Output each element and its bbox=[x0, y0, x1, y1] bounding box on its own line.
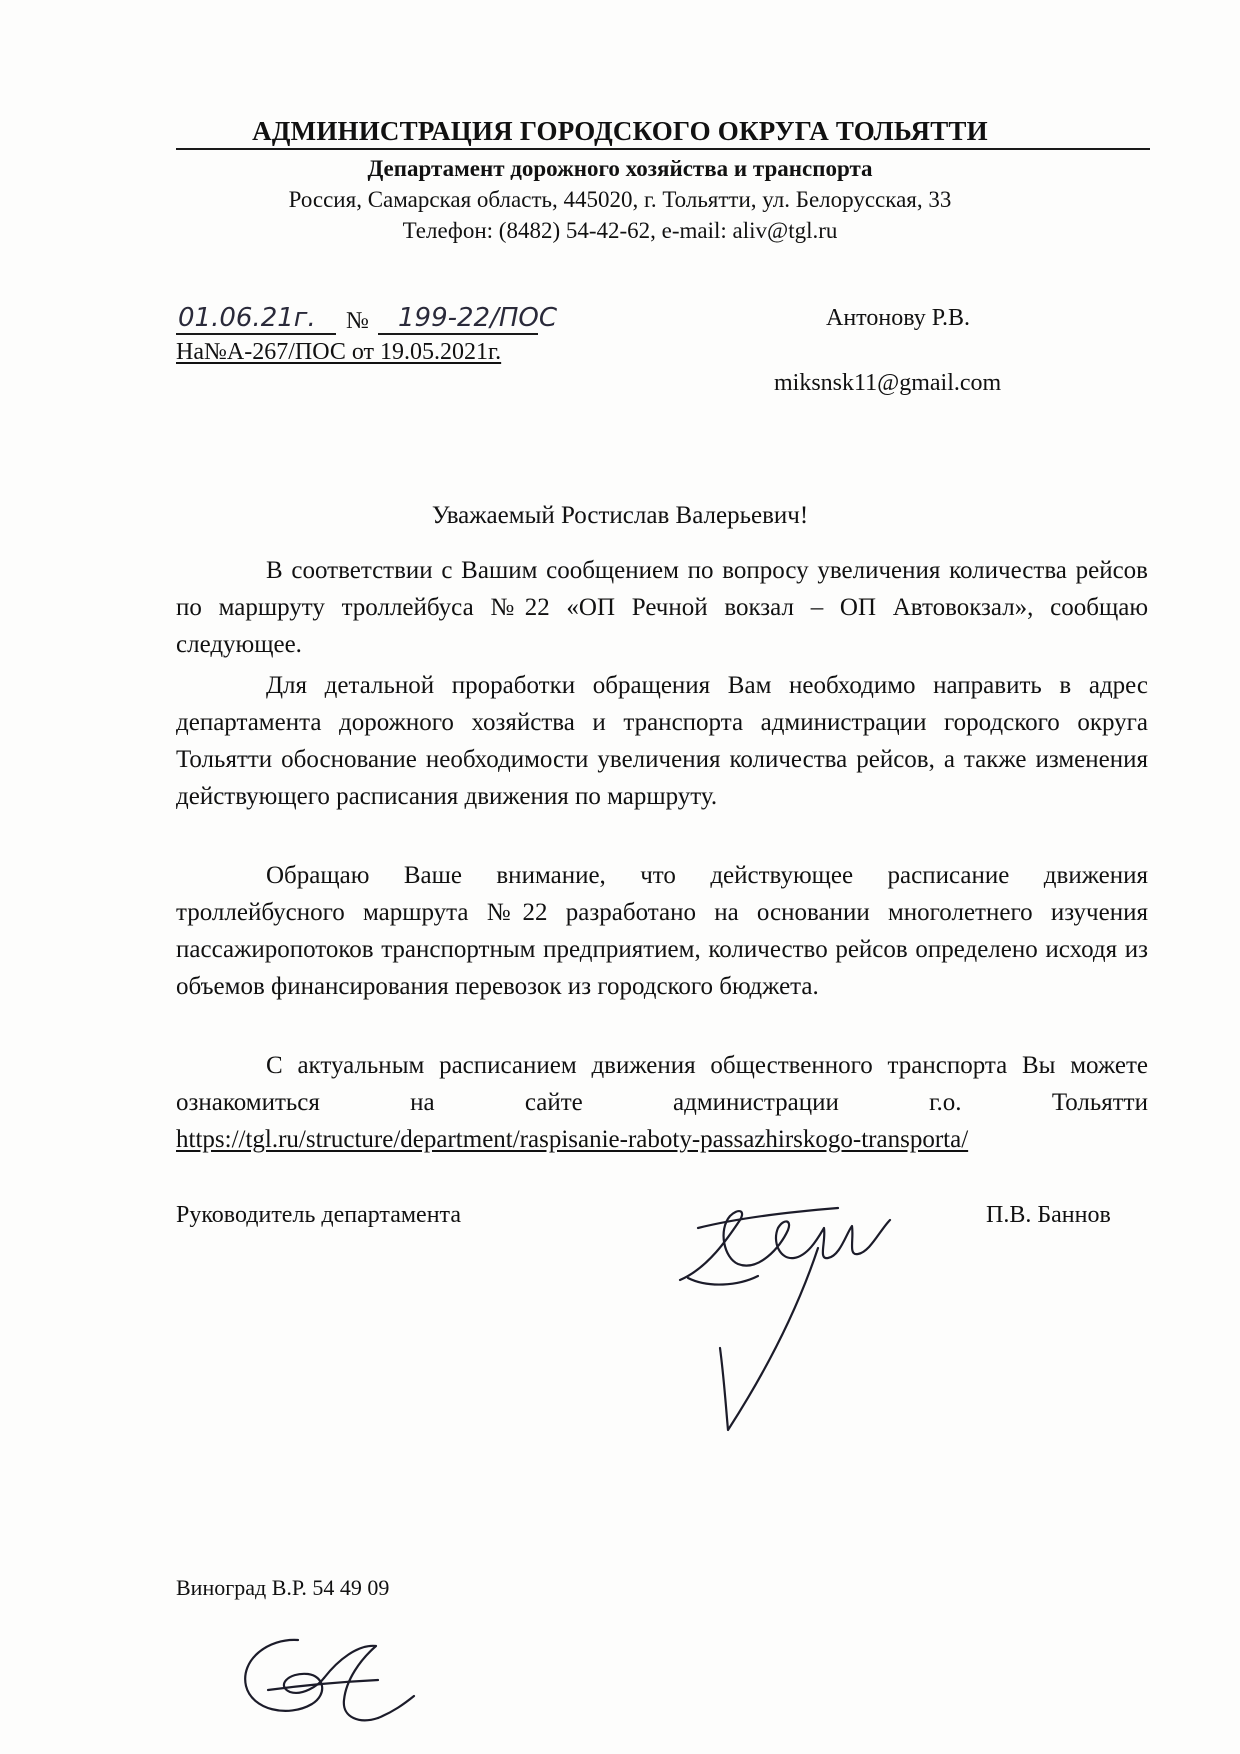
signer-name: П.В. Баннов bbox=[986, 1202, 1111, 1228]
outgoing-number-underline bbox=[378, 333, 538, 335]
addressee-email: miksnsk11@gmail.com bbox=[774, 370, 1002, 396]
paragraph-4-text: С актуальным расписанием движения общественного транспорта Вы можете ознакомиться на сайте администрации г.о. Тольятти bbox=[176, 1052, 1148, 1116]
greeting: Уважаемый Ростислав Валерьевич! bbox=[431, 502, 809, 529]
department-address: Россия, Самарская область, 445020, г. Тольятти, ул. Белорусская, 33 bbox=[288, 187, 952, 212]
signer-title: Руководитель департамента bbox=[176, 1202, 461, 1228]
paragraph-4 bbox=[176, 1047, 1148, 1158]
executor-signature bbox=[228, 1620, 428, 1730]
department-contacts: Телефон: (8482) 54-42-62, e-mail: aliv@tgl.ru bbox=[402, 218, 838, 243]
department-name: Департамент дорожного хозяйства и транспорта bbox=[367, 156, 873, 181]
incoming-reference: На№А-267/ПОС от 19.05.2021г. bbox=[176, 339, 502, 365]
paragraph-2: Для детальной проработки обращения Вам необходимо направить в адрес департамента дорожного хозяйства и транспорта администрации городского округа Тольятти обоснование необходимости увеличения количества рейсов, а также изменения действующего расписания движения по маршруту. bbox=[176, 672, 1148, 810]
paragraph-3: Обращаю Ваше внимание, что действующее расписание движения троллейбусного маршрута №22 разработано на основании многолетнего изучения пассажиропотоков транспортным предприятием, количество рейсов определено исходя из объемов финансирования перевозок из городского бюджета. bbox=[176, 862, 1148, 1000]
outgoing-date-underline bbox=[176, 333, 336, 335]
organization-title: АДМИНИСТРАЦИЯ ГОРОДСКОГО ОКРУГА ТОЛЬЯТТИ bbox=[252, 116, 988, 146]
outgoing-date: 01.06.21г. bbox=[178, 303, 316, 333]
schedule-link[interactable]: https://tgl.ru/structure/department/raspisanie-raboty-passazhirskogo-transporta/ bbox=[176, 1126, 969, 1153]
addressee-name: Антонову Р.В. bbox=[826, 305, 971, 331]
paragraph-1: В соответствии с Вашим сообщением по вопросу увеличения количества рейсов по маршруту троллейбуса №22 «ОП Речной вокзал – ОП Автовокзал», сообщаю следующее. bbox=[176, 557, 1148, 658]
header-divider bbox=[176, 148, 1150, 150]
head-signature bbox=[668, 1168, 898, 1438]
outgoing-number-label: № bbox=[346, 308, 369, 334]
outgoing-number: 199-22/ПОС bbox=[398, 303, 558, 333]
executor-line: Виноград В.Р. 54 49 09 bbox=[176, 1575, 390, 1600]
